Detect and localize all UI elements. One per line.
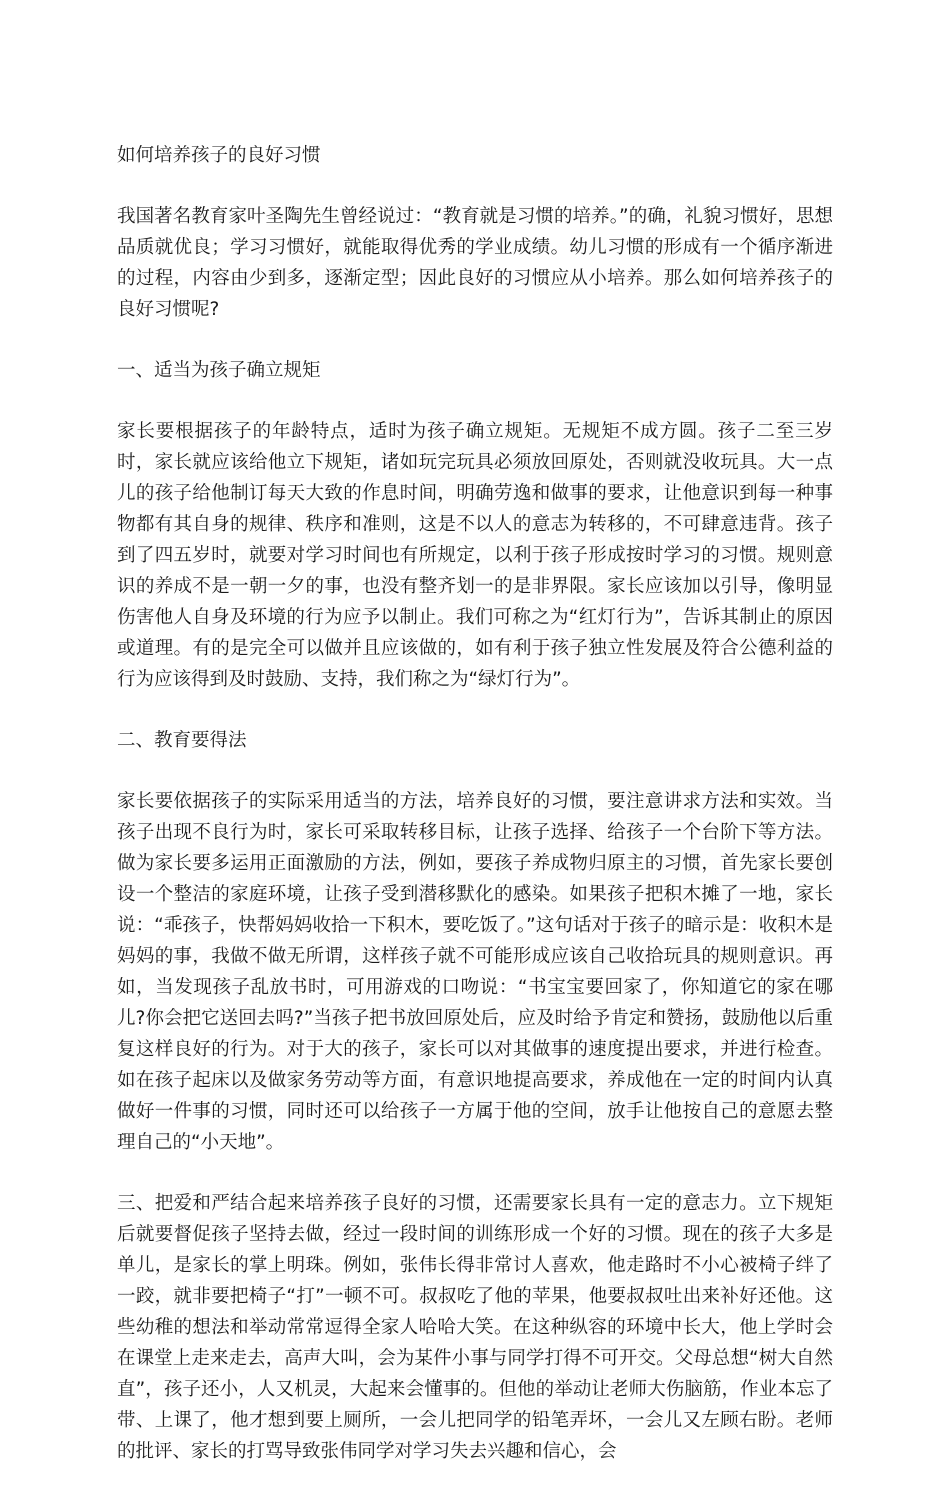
document-page [117, 140, 833, 1497]
document-title: 如何培养孩子的良好习惯 [117, 145, 321, 166]
section-2-heading: 二、教育要得法 [117, 730, 247, 751]
section-1-paragraph: 家长要根据孩子的年龄特点，适时为孩子确立规矩。无规矩不成方圆。孩子二至三岁时，家长就应该给他立下规矩，诸如玩完玩具必须放回原处，否则就没收玩具。大一点儿的孩子给他制订每天大致的作息时间，明确劳逸和做事的要求，让他意识到每一种事物都有其自身的规律、秩序和准则，这是不以人的意志为转移的，不可肆意违背。孩子到了四五岁时，就要对学习时间也有所规定，以利于孩子形成按时学习的习惯。规则意识的养成不是一朝一夕的事，也没有整齐划一的是非界限。家长应该加以引导，像明显伤害他人自身及环境的行为应予以制止。我们可称之为“红灯行为”，告诉其制止的原因或道理。有的是完全可以做并且应该做的，如有利于孩子独立性发展及符合公德利益的行为应该得到及时鼓励、支持，我们称之为“绿灯行为”。 [117, 421, 833, 690]
section-1-heading: 一、适当为孩子确立规矩 [117, 360, 321, 381]
section-2-paragraph: 家长要依据孩子的实际采用适当的方法，培养良好的习惯，要注意讲求方法和实效。当孩子出现不良行为时，家长可采取转移目标，让孩子选择、给孩子一个台阶下等方法。做为家长要多运用正面激励的方法，例如，要孩子养成物归原主的习惯，首先家长要创设一个整洁的家庭环境，让孩子受到潜移默化的感染。如果孩子把积木摊了一地，家长说：“乖孩子，快帮妈妈收拾一下积木，要吃饭了。”这句话对于孩子的暗示是：收积木是妈妈的事，我做不做无所谓，这样孩子就不可能形成应该自己收拾玩具的规则意识。再如，当发现孩子乱放书时，可用游戏的口吻说：“书宝宝要回家了，你知道它的家在哪儿?你会把它送回去吗?”当孩子把书放回原处后，应及时给予肯定和赞扬，鼓励他以后重复这样良好的行为。对于大的孩子，家长可以对其做事的速度提出要求，并进行检查。如在孩子起床以及做家务劳动等方面，有意识地提高要求，养成他在一定的时间内认真做好一件事的习惯，同时还可以给孩子一方属于他的空间，放手让他按自己的意愿去整理自己的“小天地”。 [117, 791, 833, 1153]
intro-paragraph: 我国著名教育家叶圣陶先生曾经说过：“教育就是习惯的培养。”的确，礼貌习惯好，思想品质就优良；学习习惯好，就能取得优秀的学业成绩。幼儿习惯的形成有一个循序渐进的过程，内容由少到多，逐渐定型；因此良好的习惯应从小培养。那么如何培养孩子的良好习惯呢? [117, 206, 833, 320]
section-3-paragraph: 三、把爱和严结合起来培养孩子良好的习惯，还需要家长具有一定的意志力。立下规矩后就要督促孩子坚持去做，经过一段时间的训练形成一个好的习惯。现在的孩子大多是单儿，是家长的掌上明珠。例如，张伟长得非常讨人喜欢，他走路时不小心被椅子绊了一跤，就非要把椅子“打”一顿不可。叔叔吃了他的苹果，他要叔叔吐出来补好还他。这些幼稚的想法和举动常常逗得全家人哈哈大笑。在这种纵容的环境中长大，他上学时会在课堂上走来走去，高声大叫，会为某件小事与同学打得不可开交。父母总想“树大自然直”，孩子还小，人又机灵，大起来会懂事的。但他的举动让老师大伤脑筋，作业本忘了带、上课了，他才想到要上厕所，一会儿把同学的铅笔弄坏，一会儿又左顾右盼。老师的批评、家长的打骂导致张伟同学对学习失去兴趣和信心，会 [117, 1193, 833, 1462]
